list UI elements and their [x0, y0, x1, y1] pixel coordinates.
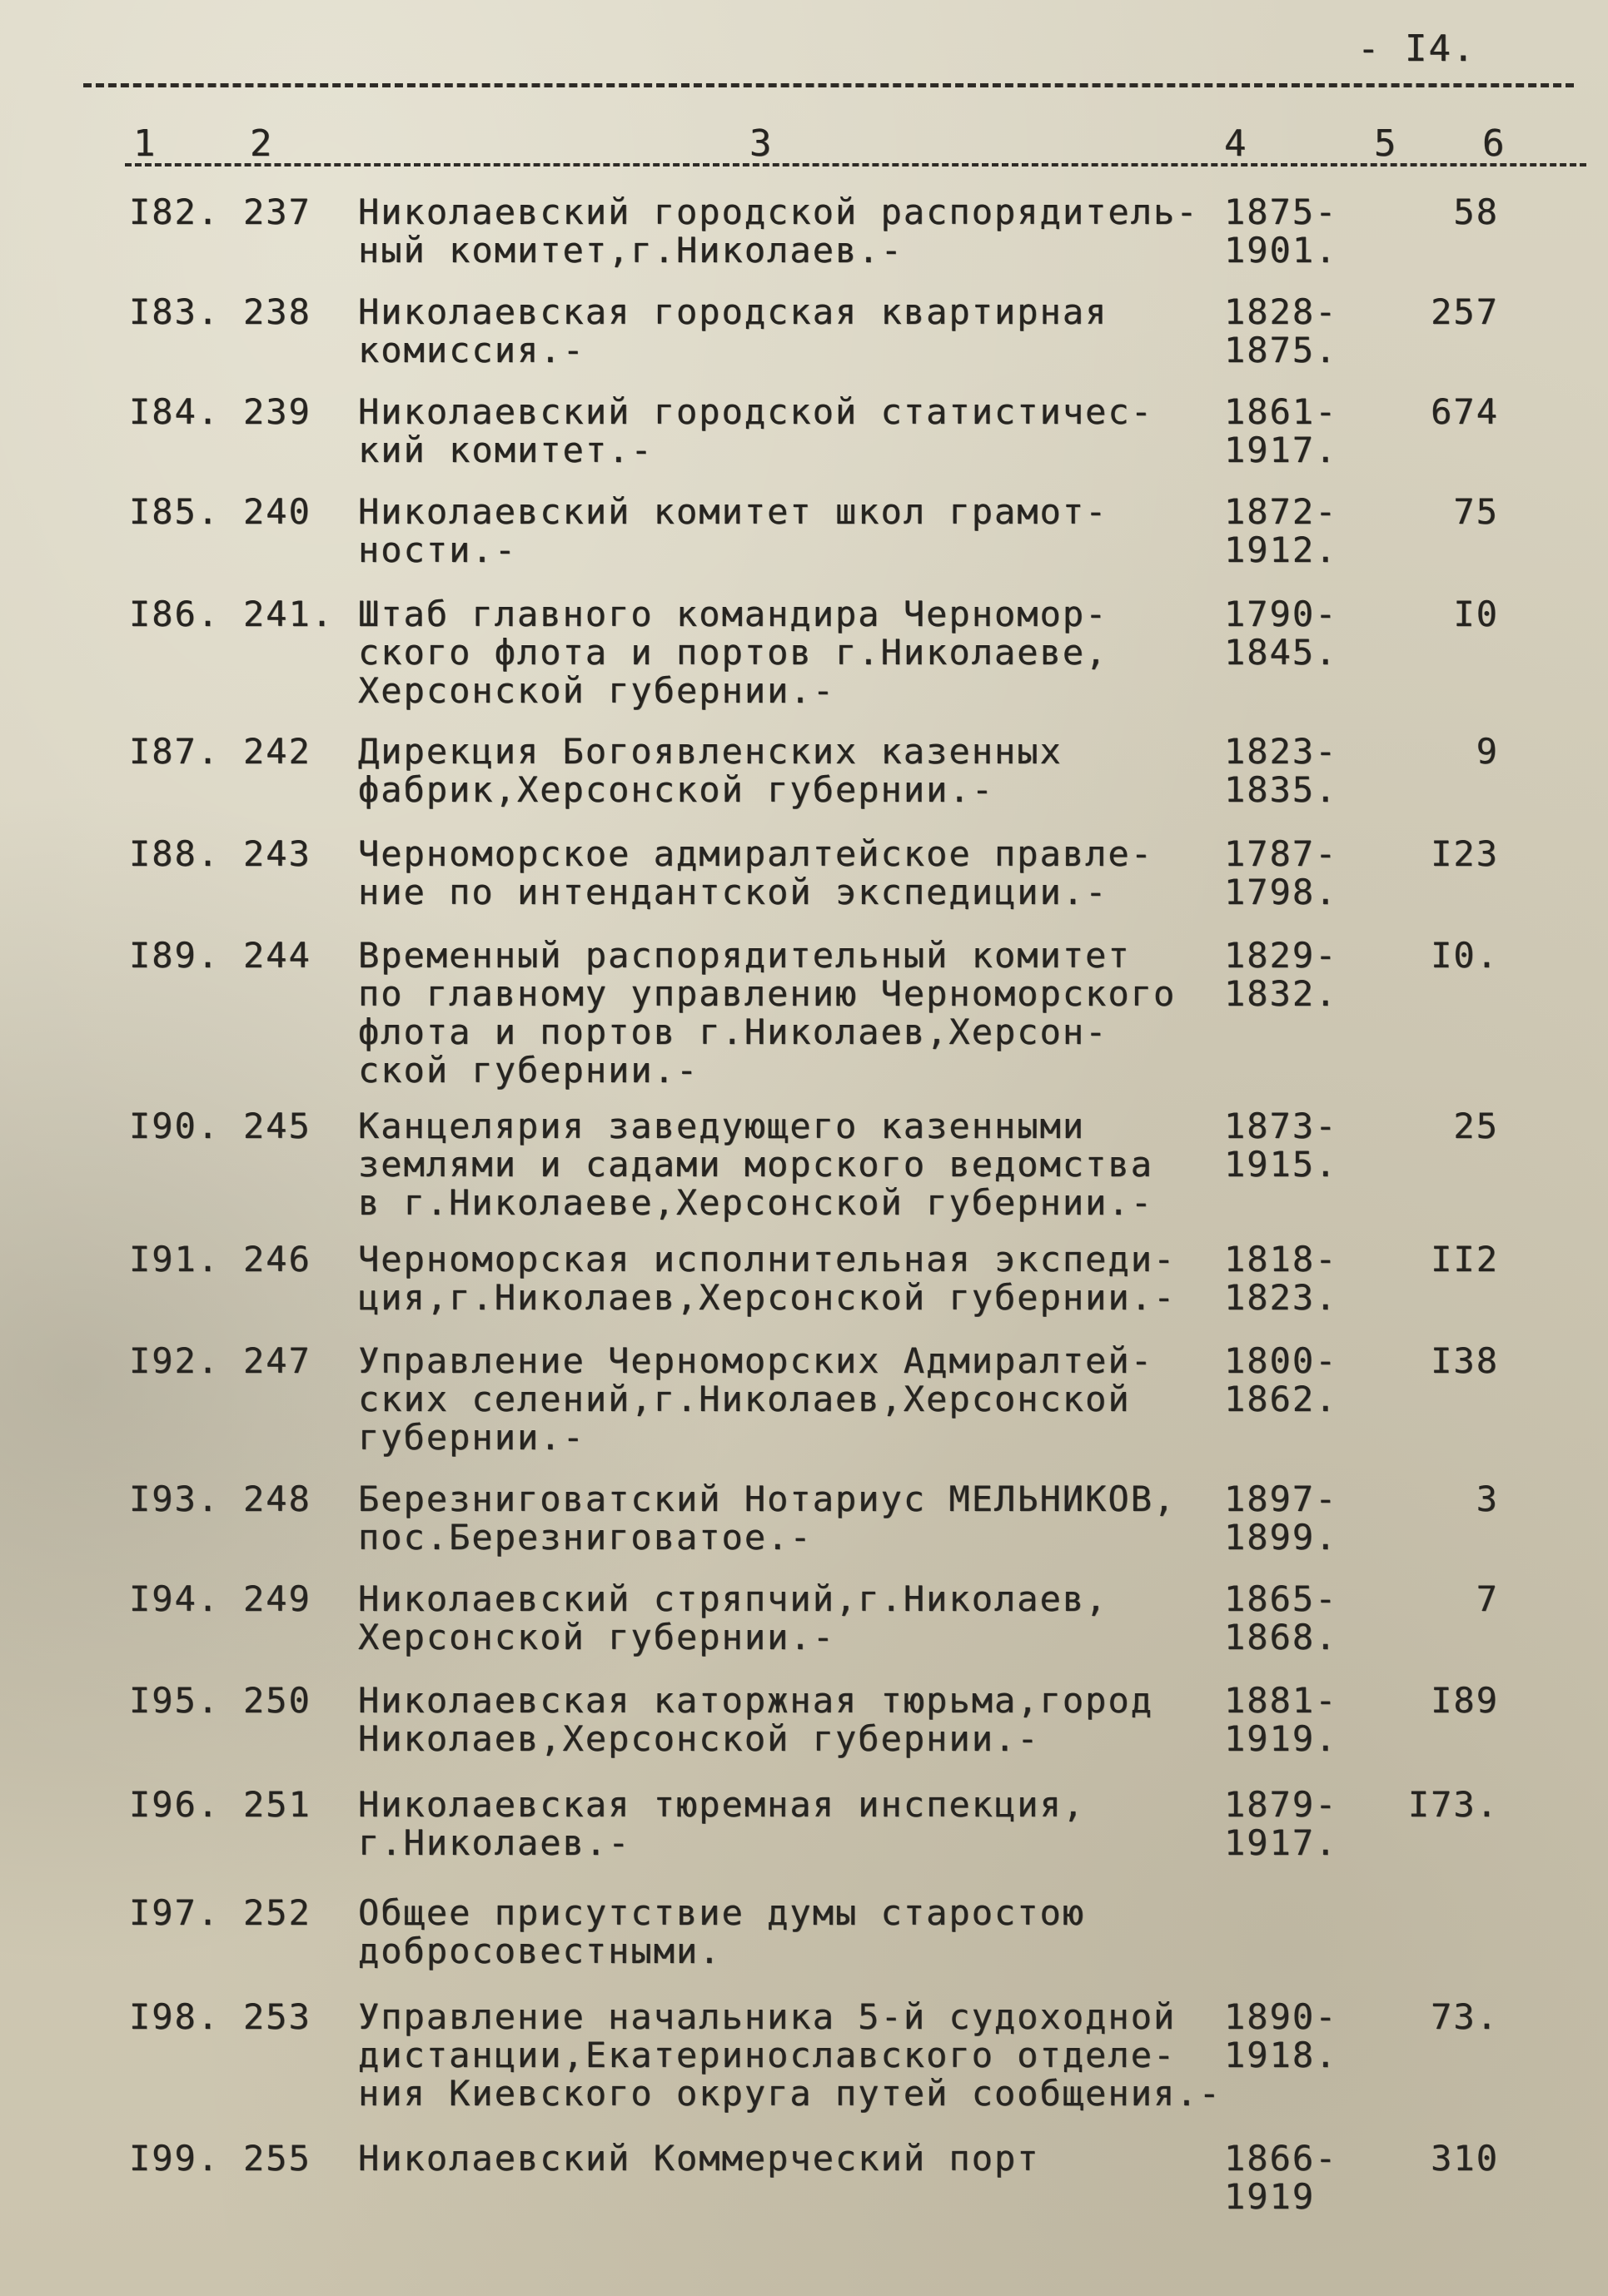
column-header-rule	[125, 163, 1586, 166]
entry-number: I87.	[129, 731, 221, 772]
entry-title: Канцелярия заведующего казенными землями и садами морского ведомства в г.Николаеве,Херсонской губернии.-	[358, 1106, 1154, 1223]
entry-dates: 1790- 1845.	[1224, 594, 1338, 673]
entry-number: I88.	[129, 833, 221, 874]
entry-count: I38	[1431, 1340, 1499, 1381]
fund-number: 237	[243, 191, 311, 232]
entry-count: 25	[1453, 1106, 1499, 1146]
fund-number: 247	[243, 1340, 311, 1381]
entry-title: Николаевский Коммерческий порт	[358, 2138, 1040, 2179]
entry-count: 257	[1431, 291, 1499, 332]
fund-number: 244	[243, 935, 311, 976]
fund-number: 255	[243, 2138, 311, 2179]
entry-title: Николаевский комитет школ грамот- ности.-	[358, 491, 1108, 570]
entry-count: I0	[1453, 594, 1499, 634]
fund-number: 240	[243, 491, 311, 532]
entry-title: Николаевский городской распорядитель- ный комитет,г.Николаев.-	[358, 191, 1199, 271]
entry-number: I82.	[129, 191, 221, 232]
entry-number: I99.	[129, 2138, 221, 2179]
fund-number: 238	[243, 291, 311, 332]
fund-number: 239	[243, 391, 311, 432]
fund-number: 249	[243, 1578, 311, 1619]
entry-title: Общее присутствие думы старостою добросовестными.	[358, 1892, 1086, 1971]
entry-title: Николаевский стряпчий,г.Николаев, Херсонской губернии.-	[358, 1578, 1108, 1657]
entry-number: I86.	[129, 594, 221, 634]
entry-count: I89	[1431, 1680, 1499, 1721]
entry-number: I89.	[129, 935, 221, 976]
entry-title: Николаевская тюремная инспекция, г.Николаев.-	[358, 1784, 1086, 1863]
entry-title: Черноморское адмиралтейское правле- ние по интендантской экспедиции.-	[358, 833, 1154, 912]
entry-dates: 1818- 1823.	[1224, 1239, 1338, 1318]
entry-dates: 1879- 1917.	[1224, 1784, 1338, 1863]
fund-number: 248	[243, 1478, 311, 1519]
entry-dates: 1872- 1912.	[1224, 491, 1338, 570]
entry-dates: 1897- 1899.	[1224, 1478, 1338, 1558]
entry-title: Управление Черноморских Адмиралтей- ских селений,г.Николаев,Херсонской губернии.-	[358, 1340, 1154, 1458]
column-header-5: 5	[1374, 122, 1398, 165]
entry-dates: 1787- 1798.	[1224, 833, 1338, 912]
entry-count: 73.	[1431, 1996, 1499, 2037]
fund-number: 246	[243, 1239, 311, 1280]
entry-number: I83.	[129, 291, 221, 332]
entry-count: 58	[1453, 191, 1499, 232]
fund-number: 251	[243, 1784, 311, 1825]
entry-number: I94.	[129, 1578, 221, 1619]
entry-title: Дирекция Богоявленских казенных фабрик,Херсонской губернии.-	[358, 731, 1063, 810]
entry-title: Управление начальника 5-й судоходной дистанции,Екатеринославского отделе- ния Киевского округа путей сообщения.-	[358, 1996, 1222, 2114]
entry-title: Березниговатский Нотариус МЕЛЬНИКОВ, пос.Березниговатое.-	[358, 1478, 1177, 1558]
fund-number: 243	[243, 833, 311, 874]
column-header-3: 3	[749, 122, 774, 165]
entry-dates: 1829- 1832.	[1224, 935, 1338, 1014]
entry-title: Николаевская городская квартирная комиссия.-	[358, 291, 1108, 370]
page-number: - I4.	[1357, 27, 1476, 70]
fund-number: 241.	[243, 594, 335, 634]
entry-dates: 1828- 1875.	[1224, 291, 1338, 370]
entry-dates: 1881- 1919.	[1224, 1680, 1338, 1759]
fund-number: 252	[243, 1892, 311, 1933]
entry-number: I97.	[129, 1892, 221, 1933]
entry-number: I98.	[129, 1996, 221, 2037]
fund-number: 250	[243, 1680, 311, 1721]
entry-title: Штаб главного командира Черномор- ского флота и портов г.Николаеве, Херсонской губернии.-	[358, 594, 1108, 711]
entry-dates: 1823- 1835.	[1224, 731, 1338, 810]
entry-count: I73.	[1407, 1784, 1499, 1825]
entry-title: Черноморская исполнительная экспеди- ция,г.Николаев,Херсонской губернии.-	[358, 1239, 1177, 1318]
entry-title: Временный распорядительный комитет по главному управлению Черноморского флота и портов г.Николаев,Херсон- ской губернии.-	[358, 935, 1177, 1091]
entry-count: II2	[1431, 1239, 1499, 1280]
entry-dates: 1861- 1917.	[1224, 391, 1338, 470]
entry-dates: 1875- 1901.	[1224, 191, 1338, 271]
entry-dates: 1873- 1915.	[1224, 1106, 1338, 1185]
entry-count: 310	[1431, 2138, 1499, 2179]
entry-title: Николаевский городской статистичес- кий комитет.-	[358, 391, 1154, 470]
entry-number: I92.	[129, 1340, 221, 1381]
entry-count: 674	[1431, 391, 1499, 432]
entry-dates: 1890- 1918.	[1224, 1996, 1338, 2075]
fund-number: 245	[243, 1106, 311, 1146]
column-header-6: 6	[1482, 122, 1506, 165]
column-header-1: 1	[133, 122, 157, 165]
entry-title: Николаевская каторжная тюрьма,город Николаев,Херсонской губернии.-	[358, 1680, 1154, 1759]
entry-dates: 1800- 1862.	[1224, 1340, 1338, 1419]
entry-number: I95.	[129, 1680, 221, 1721]
entry-number: I84.	[129, 391, 221, 432]
entry-count: 75	[1453, 491, 1499, 532]
entry-count: 7	[1476, 1578, 1499, 1619]
column-header-4: 4	[1224, 122, 1248, 165]
fund-number: 242	[243, 731, 311, 772]
entry-dates: 1866- 1919	[1224, 2138, 1338, 2217]
header-rule	[83, 83, 1574, 87]
entry-count: 9	[1476, 731, 1499, 772]
entry-number: I93.	[129, 1478, 221, 1519]
entry-count: I23	[1431, 833, 1499, 874]
column-header-2: 2	[250, 122, 274, 165]
entry-number: I96.	[129, 1784, 221, 1825]
fund-number: 253	[243, 1996, 311, 2037]
entry-count: 3	[1476, 1478, 1499, 1519]
entry-count: I0.	[1431, 935, 1499, 976]
entry-number: I90.	[129, 1106, 221, 1146]
entry-number: I85.	[129, 491, 221, 532]
entry-dates: 1865- 1868.	[1224, 1578, 1338, 1657]
entry-number: I91.	[129, 1239, 221, 1280]
